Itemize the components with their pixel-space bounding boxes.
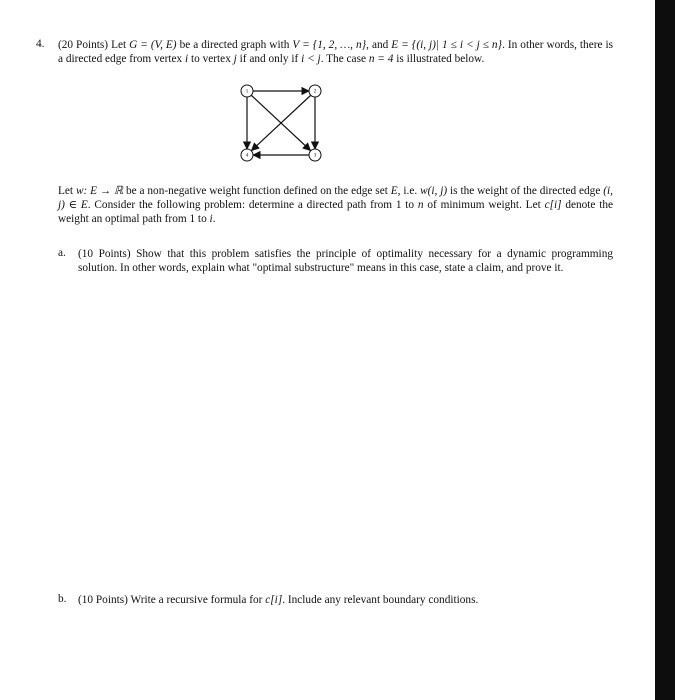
- graph-node-4: [241, 149, 253, 161]
- math-weight-function: w: E → ℝ: [75, 185, 124, 197]
- graph-node-1: [241, 85, 253, 97]
- right-edge-bar: [655, 0, 675, 700]
- math-edge-set: E = {(i, j)| 1 ≤ i < j ≤ n}: [391, 39, 503, 51]
- question-number: 4.: [36, 38, 45, 50]
- svg-text:4: 4: [245, 153, 249, 159]
- graph-node-2: [309, 85, 321, 97]
- svg-text:1: 1: [245, 89, 249, 95]
- part-b-letter: b.: [58, 593, 67, 605]
- math-vertex-set: V = {1, 2, …, n}: [292, 39, 367, 51]
- question-intro: (20 Points) Let G = (V, E) be a directed graph with V = {1, 2, …, n}, and E = {(i, j)| 1 ≤ i < j ≤ n}. In other words, there is a directed edge from vertex i to vertex j if and only if i < j. The case n = 4 is illustrated below.: [58, 39, 614, 66]
- part-a-letter: a.: [58, 247, 66, 259]
- weight-function-paragraph: Let w: E → ℝ be a non-negative weight function defined on the edge set E, i.e. w(i, j) is the weight of the directed edge (i, j) ∈ E. Consider the following problem: determine a directed path from 1 to n of minimum weight. Let c[i] denote the weight an optimal path from 1 to i.: [58, 185, 614, 226]
- part-b-text: (10 Points) Write a recursive formula for c[i]. Include any relevant boundary conditions.: [78, 594, 479, 606]
- graph-node-3: [309, 149, 321, 161]
- directed-graph-figure: [236, 80, 332, 170]
- part-a-text: (10 Points) Show that this problem satisfies the principle of optimality necessary for a dynamic programming solution. In other words, explain what "optimal substructure" means in this case, state a claim, and prove it.: [78, 248, 613, 275]
- svg-text:2: 2: [313, 89, 317, 95]
- question-points: (20 Points): [58, 39, 109, 51]
- math-graph-def: G = (V, E): [129, 39, 177, 51]
- svg-text:3: 3: [313, 153, 317, 159]
